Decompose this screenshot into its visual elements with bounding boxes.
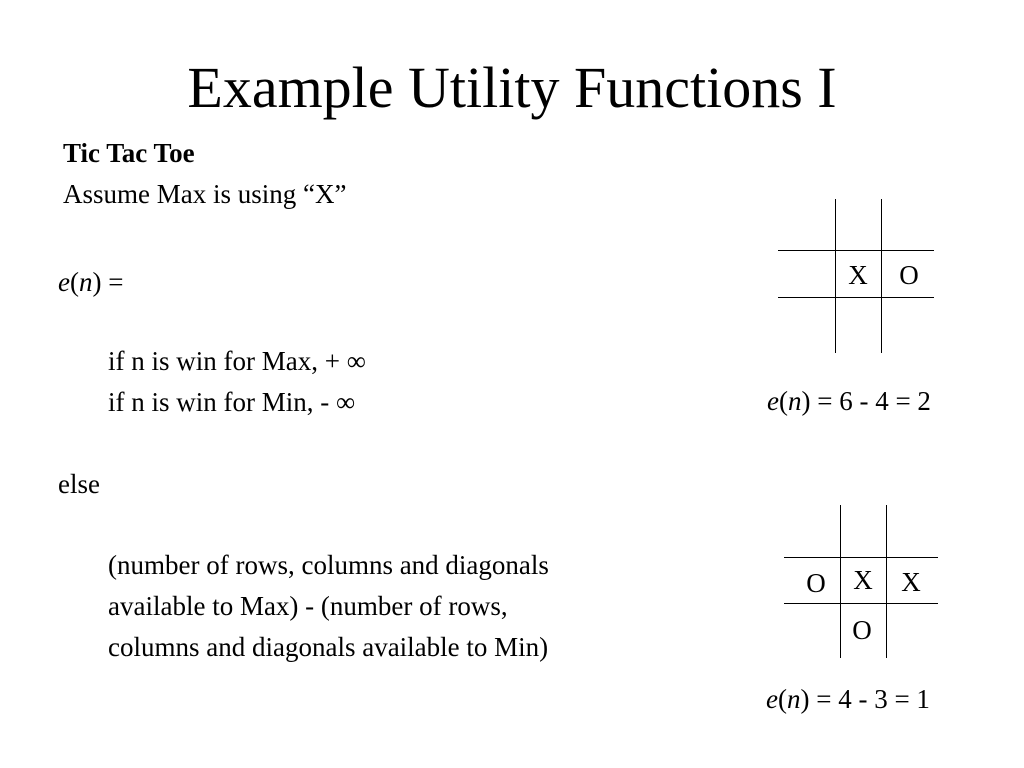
grid-line [784,603,938,604]
e-of-n-heading [58,265,123,299]
board-2-equation [766,682,930,716]
board-2-cell-1-2: X [901,567,921,597]
grid-line [784,557,938,558]
e-symbol: e [766,684,778,714]
grid-line [778,297,934,298]
paren-open: ( [778,386,788,416]
min-win-line: if n is win for Min, - ∞ [108,387,356,417]
paren-open: ( [777,684,787,714]
n-symbol: n [78,267,93,297]
desc-line-3: columns and diagonals available to Min) [108,632,549,662]
subtitle-bold: Tic Tac Toe [63,138,195,168]
board-1-cell-1-1: X [848,260,868,290]
grid-line [881,199,882,353]
max-win-line: if n is win for Max, + ∞ [108,346,366,376]
n-symbol: n [787,386,802,416]
slide-title: Example Utility Functions I [187,55,837,120]
board-1-cell-1-2: O [899,260,919,290]
desc-line-2: available to Max) - (number of rows, [108,591,508,621]
board-2-cell-2-1: O [852,615,872,645]
e-symbol: e [58,267,70,297]
equation-result: ) = 6 - 4 = 2 [801,386,931,416]
else-line: else [58,469,100,499]
board-2-cell-1-1: X [853,565,873,595]
equation-result: ) = 4 - 3 = 1 [800,684,930,714]
paren-close-equals: ) = [92,267,124,297]
board-2-cell-1-0: O [806,568,826,598]
paren-open: ( [69,267,79,297]
grid-line [778,250,934,251]
subtitle: Assume Max is using “X” [63,179,347,209]
grid-line [886,505,887,658]
e-symbol: e [767,386,779,416]
desc-line-1: (number of rows, columns and diagonals [108,550,549,580]
board-1-equation [767,384,931,418]
n-symbol: n [786,684,801,714]
